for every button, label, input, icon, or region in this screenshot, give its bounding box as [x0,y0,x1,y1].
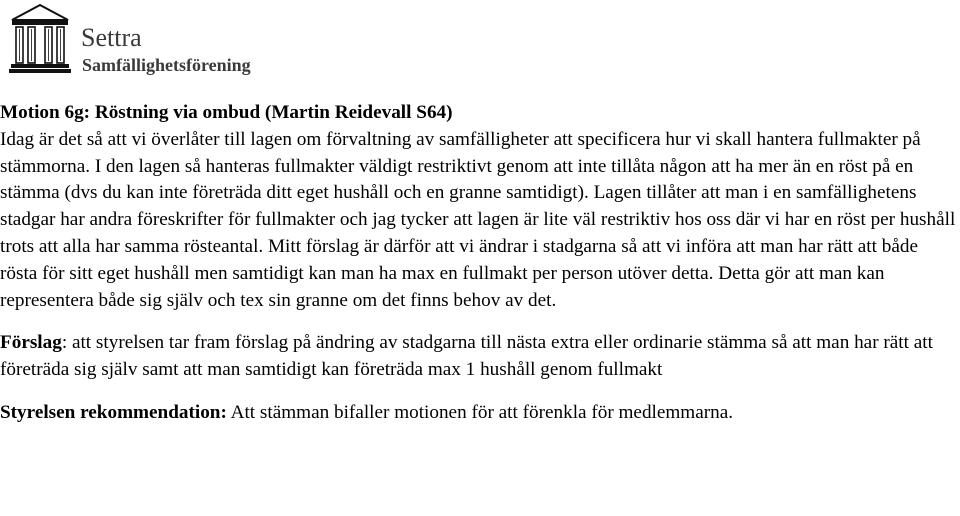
recommendation-label: Styrelsen rekommendation: [0,401,227,423]
logo-title: Settra [81,23,142,52]
classical-building-icon [8,2,72,74]
proposal-paragraph [0,330,958,384]
motion-body: Idag är det så att vi överlåter till lagen om förvaltning av samfälligheter att specificera hur vi skall hantera fullmakter på stämmorna. I den lagen så hanteras fullmakter väldigt restriktivt genom att inte tillåta någon att ha mer än en röst på en stämma (dvs du kan inte företräda ditt eget hushåll och en granne samtidigt). Lagen tillåter att man i en samfällighetens stadgar har andra föreskrifter för fullmakter och jag tycker att lagen är lite väl restriktiv hos oss där vi har en röst per hushåll trots att alla har samma rösteantal. Mitt förslag är därför att vi ändrar i stadgarna så att vi införa att man har rätt att både rösta för sitt eget hushåll men samtidigt kan man ha max en fullmakt per person utöver detta. Detta gör att man kan representera både sig själv och tex sin granne om det finns behov av det. [0,128,956,311]
proposal-text: : att styrelsen tar fram förslag på ändring av stadgarna till nästa extra eller ordinarie stämma så att man har rätt att företräda sig själv samt att man samtidigt kan företräda max 1 hushåll genom fullmakt [0,332,933,381]
recommendation-text: Att stämman bifaller motionen för att förenkla för medlemmarna. [226,401,734,423]
logo-subtitle: Samfällighetsförening [82,55,251,75]
motion-document [0,100,958,427]
logo [8,2,251,82]
recommendation-paragraph [0,400,958,427]
proposal-label: Förslag [0,332,62,354]
motion-heading: Motion 6g: Röstning via ombud (Martin Reidevall S64) [0,102,453,123]
